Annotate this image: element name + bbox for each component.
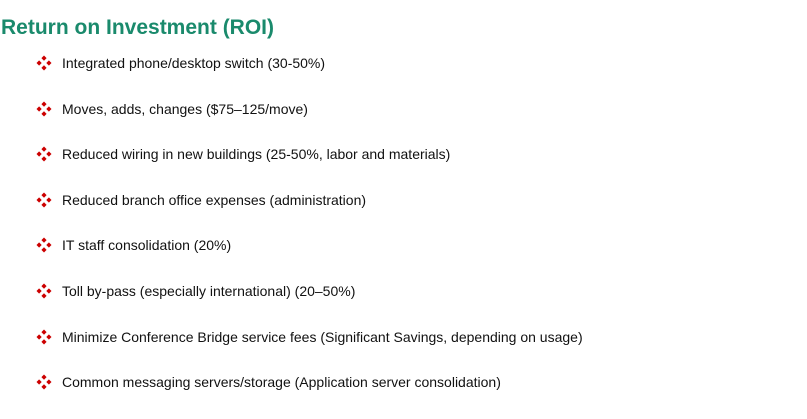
four-petal-diamond-icon [36, 146, 52, 162]
four-petal-diamond-icon [36, 329, 52, 345]
four-petal-diamond-icon [36, 55, 52, 71]
bullet-item [36, 326, 583, 348]
bullet-text: Moves, adds, changes ($75–125/move) [62, 100, 308, 117]
bullet-text: IT staff consolidation (20%) [62, 237, 232, 254]
bullet-text: Common messaging servers/storage (Application server consolidation) [62, 374, 501, 391]
bullet-text: Integrated phone/desktop switch (30-50%) [62, 55, 326, 71]
bullet-item [36, 234, 583, 256]
bullet-list [36, 52, 583, 417]
bullet-item [36, 52, 583, 74]
bullet-text: Minimize Conference Bridge service fees (Significant Savings, depending on usage) [62, 328, 583, 345]
bullet-item [36, 143, 583, 165]
bullet-text: Reduced wiring in new buildings (25-50%, labor and materials) [62, 146, 451, 163]
bullet-item [36, 98, 583, 120]
bullet-item [36, 280, 583, 302]
four-petal-diamond-icon [36, 283, 52, 299]
four-petal-diamond-icon [36, 237, 52, 253]
bullet-text: Reduced branch office expenses (administration) [62, 191, 367, 208]
four-petal-diamond-icon [36, 101, 52, 117]
bullet-item [36, 189, 583, 211]
bullet-item [36, 371, 583, 393]
slide-title: Return on Investment (ROI) [1, 16, 275, 39]
four-petal-diamond-icon [36, 192, 52, 208]
bullet-text: Toll by-pass (especially international) (20–50%) [62, 282, 356, 299]
four-petal-diamond-icon [36, 374, 52, 390]
